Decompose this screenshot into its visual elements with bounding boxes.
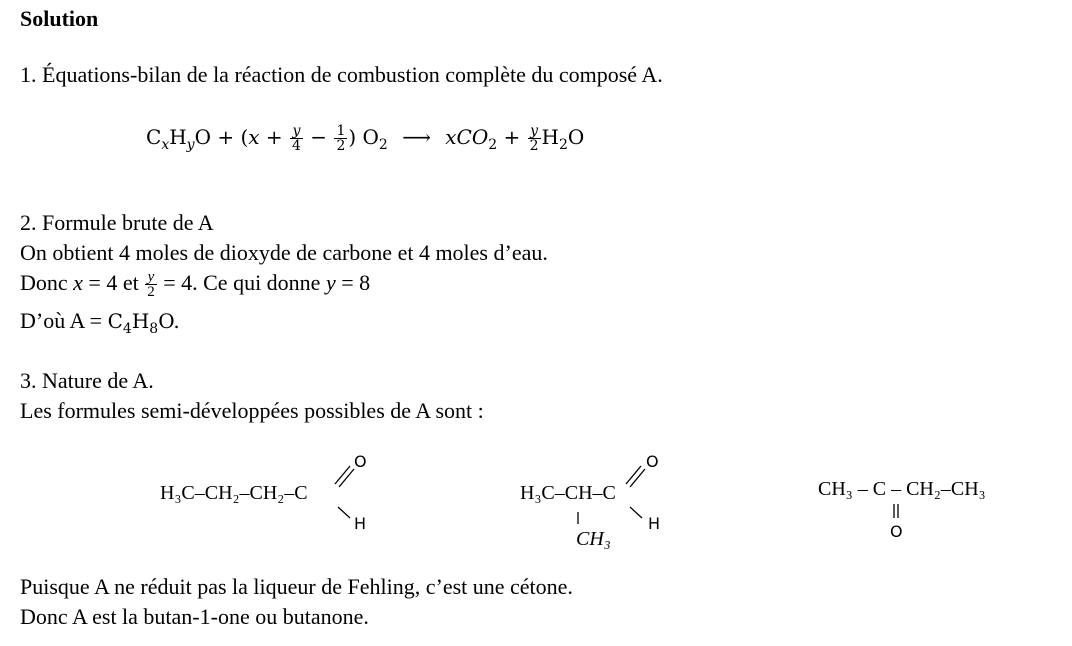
- eq-plus-2: +: [497, 125, 527, 149]
- eq-oxygen-open: O + (: [194, 125, 249, 149]
- q2-frac-y-2: $\frac{y}{2}$: [147, 269, 155, 301]
- eq-carbon: C: [146, 125, 162, 149]
- q3-line2: Puisque A ne réduit pas la liqueur de Fehling, c’est une cétone.: [20, 574, 573, 599]
- eq-x-sub: x: [161, 137, 170, 153]
- q3-line3: Donc A est la butan-1-one ou butanone.: [20, 604, 369, 629]
- reaction-arrow: ⟶: [402, 125, 431, 149]
- eq-water: H: [541, 125, 559, 149]
- eq-frac-y-2: $\frac{y}{2}$: [529, 123, 539, 154]
- eq-frac-y-4: $\frac{y}{4}$: [292, 123, 301, 154]
- eq-minus: −: [303, 125, 334, 149]
- eq-coef-x: x: [248, 125, 260, 149]
- q2-heading: 2. Formule brute de A: [20, 210, 214, 235]
- eq-hydrogen: H: [169, 125, 187, 149]
- s1-hydrogen: H: [354, 514, 367, 533]
- eq-o2: ) O: [348, 125, 379, 149]
- q2-line3: D’où $A = C_4H_8O$.: [20, 308, 180, 337]
- q1-heading: 1. Équations-bilan de la réaction de combustion complète du composé A.: [20, 62, 663, 87]
- s2-methyl: CH₃: [576, 528, 611, 550]
- structure-butanal: [160, 450, 390, 540]
- eq-plus: +: [259, 125, 290, 149]
- s1-oxygen: O: [354, 452, 367, 471]
- q3-line1: Les formules semi-développées possibles de A sont :: [20, 398, 484, 423]
- s2-hydrogen: H: [648, 514, 661, 533]
- eq-frac-1-2: $\frac{1}{2}$: [336, 123, 346, 154]
- s2-chain: H₃C–CH–C: [520, 482, 616, 504]
- q3-heading: 3. Nature de A.: [20, 368, 154, 393]
- solution-title: Solution: [20, 6, 99, 31]
- q2-line2: Donc x = 4 et $\frac{y}{2}$ = 4. Ce qui donne y = 8: [20, 269, 371, 301]
- combustion-equation: $C_xH_yO + (x$ + $\frac{y}{4}$ − $\frac{1}{2}$ ) $O_2$ ⟶ xCO$_2$ + $\frac{y}{2}$ $H_2O$: [146, 123, 585, 154]
- s3-bonds: [818, 476, 1048, 556]
- s2-oxygen: O: [646, 452, 659, 471]
- structure-butanone: [818, 476, 1048, 556]
- eq-xco2: xCO: [445, 125, 489, 149]
- s3-oxygen: O: [890, 522, 903, 541]
- structure-methylpropanal: [520, 450, 690, 560]
- s1-chain: H₃C–CH₂–CH₂–C: [160, 482, 308, 504]
- s3-chain: CH₃ – C – CH₂–CH₃: [818, 478, 986, 500]
- eq-y-sub: y: [186, 137, 195, 153]
- q2-line1: On obtient 4 moles de dioxyde de carbone et 4 moles d’eau.: [20, 240, 548, 265]
